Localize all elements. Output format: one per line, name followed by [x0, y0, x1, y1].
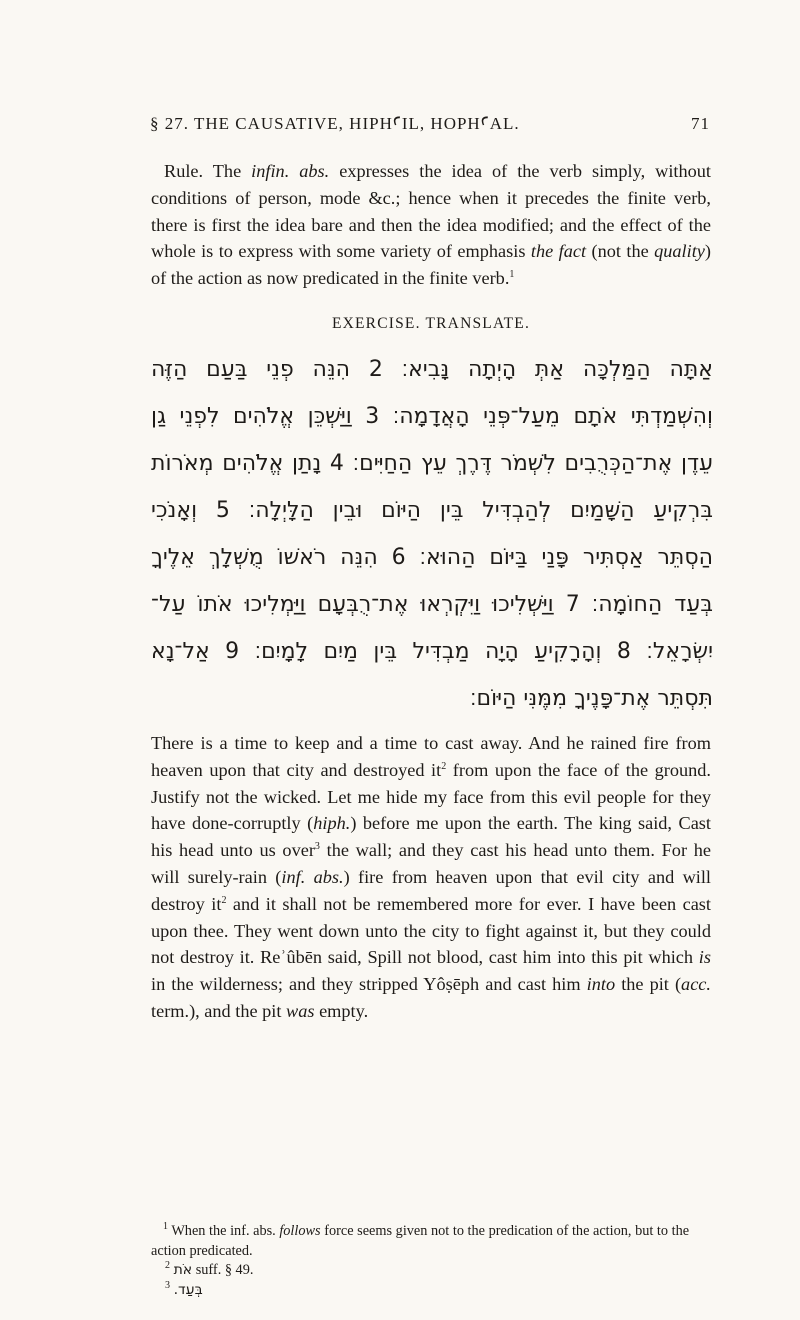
- hebrew-line: וְהִשְׁמַדְתִּי אֹתָם מֵעַל־פְּנֵי הָאֲדָמָה׃ 3 וַיַּשְׁכֵּן אֱלֹהִים לִפְנֵי גַן: [151, 404, 713, 429]
- rule-text: (not the: [586, 241, 655, 262]
- footnote-text: When the inf. abs.: [168, 1223, 280, 1239]
- translation-emphasis: into: [586, 974, 616, 995]
- hebrew-line: אַתָּה הַמַּלְכָּה אַתְּ הָיְתָה נָּבִיא׃ 2 הִנֵּה פְנֵי בַּעַם הַזֶּה: [151, 357, 713, 382]
- hebrew-line: תִּסְתֵּר אֶת־פָּנֶיךָ מִמֶּנִּי הַיּוֹם׃: [470, 686, 713, 711]
- header-title: § 27. THE CAUSATIVE, HIPHꜤIL, HOPHꜤAL.: [150, 114, 520, 133]
- rule-text: ) of the action as now predicated in the finite verb.: [151, 241, 711, 289]
- translation-text: ) fire from heaven upon that evil city and will destroy it: [151, 866, 712, 914]
- footnote-emphasis: follows: [279, 1223, 321, 1239]
- translation-emphasis: acc.: [681, 974, 711, 995]
- footnotes: [151, 1222, 711, 1300]
- page-number: 71: [691, 114, 710, 133]
- footnote-ref: 3: [314, 841, 320, 853]
- footnote-ref: 1: [509, 269, 515, 281]
- translation-text: the wall; and they cast his head unto them. For he will surely-rain (: [151, 840, 711, 887]
- footnote-3: [151, 1281, 711, 1301]
- rule-text: expresses the idea of the verb simply, without conditions of person, mode &c.; hence when it precedes the finite verb, there is first the idea bare and then the idea modified; and the effect of the whole is to express with some variety of emphasis: [151, 161, 711, 262]
- hebrew-line: בִּרְקִיעַ הַשָּׁמַיִם לְהַבְדִּיל בֵּין הַיּוֹם וּבֵין הַלָּיְלָה׃ 5 וְאָנֹכִי: [151, 498, 713, 523]
- running-header: [150, 114, 710, 136]
- footnote-text: force seems given not to the predication of the action, but to the action predicated.: [151, 1223, 690, 1259]
- translation-emphasis: was: [286, 1000, 315, 1021]
- hebrew-line: הַסְתֵּר אַסְתִּיר פָּנַי בַּיּוֹם הַהוּא׃ 6 הִנֵּה רֹאשׁוֹ מֻשְׁלָךְ אֵלֶיךָ: [151, 545, 714, 570]
- translation-text: the pit (: [615, 974, 682, 995]
- hebrew-line: בְּעַד הַחוֹמָה׃ 7 וַיַּשְׁלִיכוּ וַיִּקְרְאוּ אֶת־רֻבְּעָם וַיַּמְלִיכוּ אֹתוֹ עַל־: [151, 592, 713, 617]
- translation-text: ) before me upon the earth. The king said, Cast his head unto us over: [151, 813, 712, 861]
- translation-emphasis: hiph.: [313, 813, 351, 834]
- translation-emphasis: is: [698, 947, 711, 968]
- footnote-number: 2: [165, 1260, 170, 1272]
- footnote-1: [151, 1222, 711, 1261]
- footnote-2: [151, 1261, 711, 1281]
- rule-emphasis: the fact: [530, 241, 587, 262]
- rule-paragraph: [151, 158, 711, 292]
- footnote-number: 1: [163, 1221, 168, 1233]
- footnote-number: 3: [165, 1279, 170, 1291]
- rule-text: The: [203, 161, 252, 181]
- footnote-hebrew: בְּעַד.: [173, 1281, 203, 1298]
- hebrew-line: עֵדֶן אֶת־הַכְּרֻבִים לִשְׁמֹר דֶּרֶךְ עֵץ הַחַיִּים׃ 4 נָתַן אֱלֹהִים מְאֹרוֹת: [151, 451, 713, 476]
- translation-paragraph: [151, 730, 711, 1025]
- translation-text: in the wilderness; and they stripped Yôṣēph and cast him: [151, 974, 587, 995]
- translation-emphasis: inf. abs.: [281, 866, 344, 887]
- hebrew-exercise: [151, 350, 713, 722]
- footnote-ref: 2: [441, 760, 447, 772]
- rule-emphasis: quality: [654, 241, 705, 262]
- exercise-heading: EXERCISE. TRANSLATE.: [331, 315, 531, 332]
- hebrew-line: יִשְׂרָאֵל׃ 8 וְהָרָקִיעַ הָיָה מַבְדִּיל בֵּין מַיִם לָמָיִם׃ 9 אַל־נָא: [151, 639, 713, 664]
- translation-text: and it shall not be remembered more for ever. I have been cast upon thee. They went down unto the city to fight against it, but they could not destroy it. Reʾûbēn said, Spill not blood, cast him into this pit which: [151, 893, 712, 968]
- translation-text: term.), and the pit: [151, 1000, 287, 1021]
- translation-text: There is a time to keep and a time to cast away. And he rained fire from heaven upon that city and destroyed it: [151, 733, 711, 780]
- translation-text: from upon the face of the ground. Justify not the wicked. Let me hide my face from this evil people for they have done-corruptly (: [151, 759, 712, 834]
- rule-label: Rule.: [164, 161, 204, 181]
- footnote-ref: 2: [221, 894, 227, 906]
- rule-emphasis: infin. abs.: [251, 161, 330, 181]
- translation-text: empty.: [314, 1000, 369, 1021]
- footnote-hebrew: אֹת: [173, 1262, 193, 1278]
- footnote-text: suff. § 49.: [192, 1262, 254, 1278]
